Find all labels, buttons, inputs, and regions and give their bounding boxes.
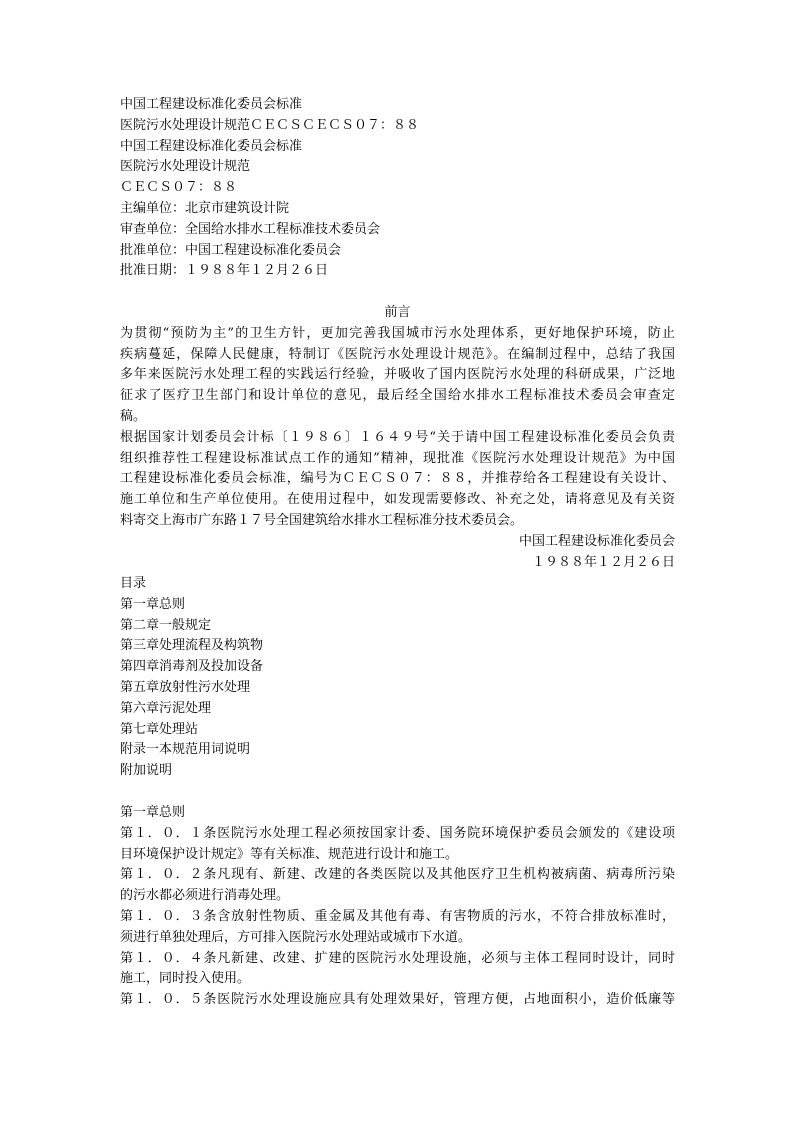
paragraph-line: 组织推荐性工程建设标准试点工作的通知”精神，现批准《医院污水处理设计规范》为中国: [120, 450, 675, 466]
article-line: 须进行单独处理后，方可排入医院污水处理站或城市下水道。: [120, 929, 472, 945]
preface-title: 前言: [384, 305, 411, 320]
header-line: 批准日期：１９８８年１２月２６日: [120, 263, 329, 279]
toc-item: 第五章放射性污水处理: [120, 679, 251, 695]
article-line: 第１．０．３条含放射性物质、重金属及其他有毒、有害物质的污水，不符合排放标准时，: [120, 908, 675, 924]
paragraph-line: 工程建设标准化委员会标准，编号为ＣＥＣＳ０７：８８，并推荐给各工程建设有关设计、: [120, 471, 675, 487]
header-line: 医院污水处理设计规范ＣＥＣＳＣＥＣＳ０７：８８: [120, 117, 420, 133]
header-line: 批准单位：中国工程建设标准化委员会: [120, 242, 342, 258]
toc-item: 第二章一般规定: [120, 617, 212, 633]
header-line: 中国工程建设标准化委员会标准: [120, 97, 303, 112]
standard-header: [120, 95, 675, 282]
toc-item: 第七章处理站: [120, 721, 199, 737]
toc-item: 第四章消毒剂及投加设备: [120, 659, 264, 675]
chapter-1-section: [120, 803, 675, 1011]
header-line: ＣＥＣＳ０７：８８: [120, 180, 238, 196]
article-line: 施工，同时投入使用。: [120, 971, 251, 987]
header-line: 中国工程建设标准化委员会标准: [120, 138, 303, 154]
article-line: 第１．０．２条凡现有、新建、改建的各类医院以及其他医疗卫生机构被病菌、病毒所污染: [120, 867, 675, 883]
article-line: 目环境保护设计规定》等有关标准、规范进行设计和施工。: [120, 846, 459, 862]
paragraph-line: 征求了医疗卫生部门和设计单位的意见，最后经全国给水排水工程标准技术委员会审查定: [120, 388, 675, 404]
article-1-0-4: [120, 949, 675, 991]
article-line: 第１．０．１条医院污水处理工程必须按国家计委、国务院环境保护委员会颁发的《建设项: [120, 825, 675, 841]
article-1-0-1: [120, 824, 675, 866]
paragraph-line: 料寄交上海市广东路１７号全国建筑给水排水工程标准分技术委员会。: [120, 512, 524, 528]
article-1-0-3: [120, 907, 675, 949]
chapter-title: 第一章总则: [120, 805, 186, 820]
header-line: 审查单位：全国给水排水工程标准技术委员会: [120, 221, 381, 237]
toc-item: 第六章污泥处理: [120, 700, 212, 716]
toc-item: 附录一本规范用词说明: [120, 742, 251, 758]
table-of-contents: [120, 574, 675, 782]
header-line: 主编单位：北京市建筑设计院: [120, 200, 290, 216]
preface-section: [120, 303, 675, 573]
paragraph-line: 疾病蔓延，保障人民健康，特制订《医院污水处理设计规范》。在编制过程中，总结了我国: [120, 346, 675, 362]
preface-date: １９８８年１２月２６日: [531, 554, 675, 570]
toc-item: 第三章处理流程及构筑物: [120, 638, 264, 654]
article-line: 的污水都必须进行消毒处理。: [120, 888, 290, 904]
paragraph-line: 施工单位和生产单位使用。在使用过程中，如发现需要修改、补充之处，请将意见及有关资: [120, 492, 675, 508]
article-line: 第１．０．５条医院污水处理设施应具有处理效果好，管理方便，占地面积小，造价低廉等: [120, 992, 675, 1008]
article-1-0-5: [120, 990, 675, 1011]
header-line: 医院污水处理设计规范: [120, 159, 251, 175]
paragraph-line: 为贯彻“预防为主”的卫生方针，更加完善我国城市污水处理体系，更好地保护环境，防止: [120, 325, 675, 341]
toc-item: 第一章总则: [120, 596, 186, 612]
toc-title: 目录: [120, 576, 147, 591]
paragraph-line: 稿。: [120, 408, 147, 424]
article-line: 第１．０．４条凡新建、改建、扩建的医院污水处理设施，必须与主体工程同时设计，同时: [120, 950, 675, 966]
preface-paragraph-1: [120, 324, 675, 428]
preface-paragraph-2: [120, 428, 675, 532]
article-1-0-2: [120, 865, 675, 907]
paragraph-line: 多年来医院污水处理工程的实践运行经验，并吸收了国内医院污水处理的科研成果，广泛地: [120, 367, 675, 383]
toc-item: 附加说明: [120, 763, 173, 779]
preface-signature: 中国工程建设标准化委员会: [518, 533, 675, 549]
paragraph-line: 根据国家计划委员会计标〔１９８６〕１６４９号“关于请中国工程建设标准化委员会负责: [120, 429, 675, 445]
